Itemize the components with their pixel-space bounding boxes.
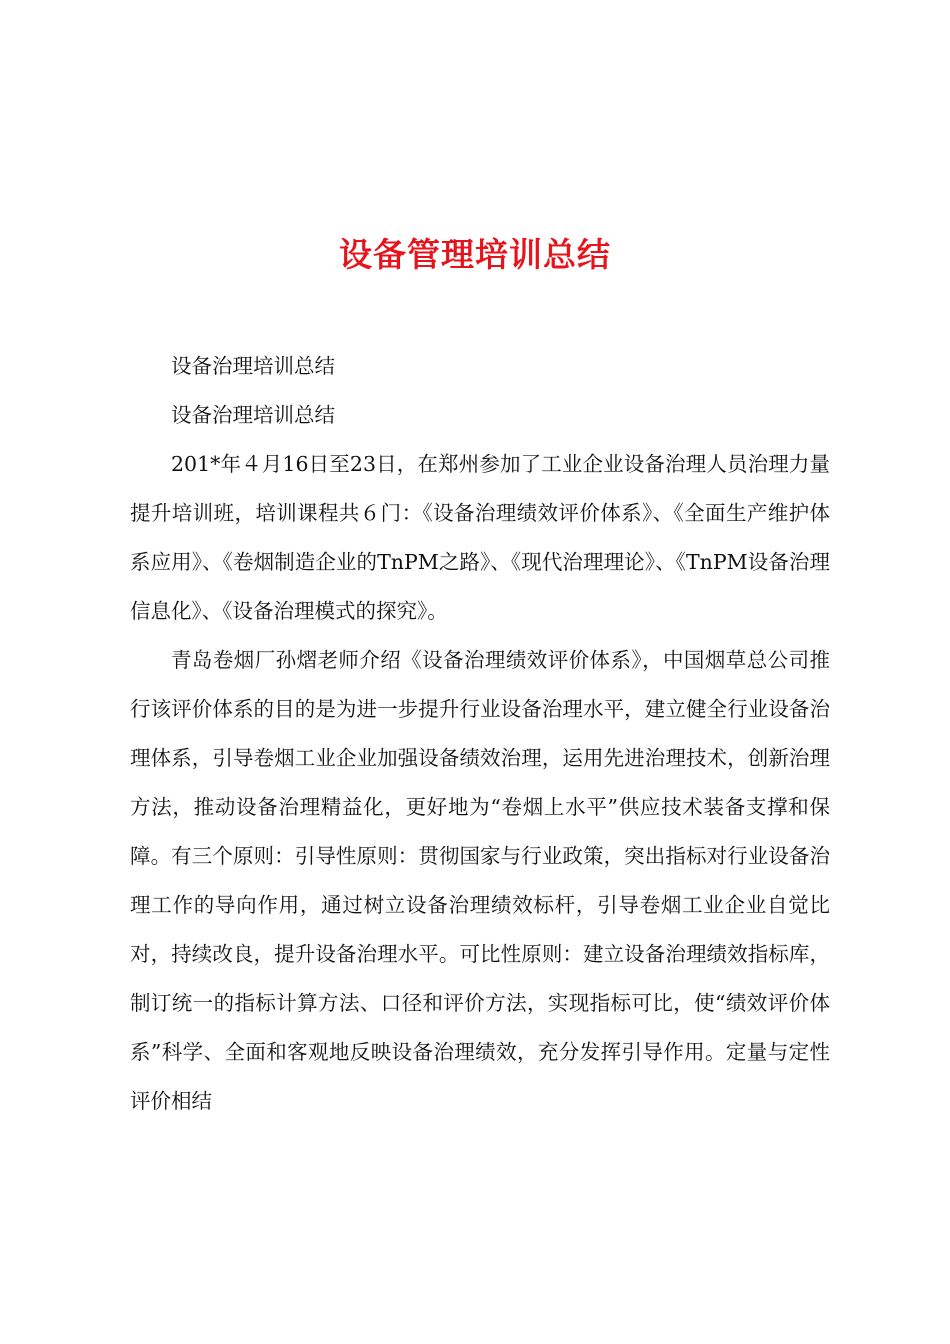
paragraph: 设备治理培训总结 (171, 403, 335, 427)
document-body (130, 342, 830, 1126)
paragraph: 201*年４月16日至23日，在郑州参加了工业企业设备治理人员治理力量提升培训班，培训课程共６门：《设备治理绩效评价体系》、《全面生产维护体系应用》、《卷烟制造企业的TnPM之路》、《现代治理理论》、《TnPM设备治理信息化》、《设备治理模式的探究》。 (130, 452, 830, 623)
document-title: 设备管理培训总结 (339, 235, 611, 275)
paragraph: 设备治理培训总结 (171, 354, 335, 378)
paragraph: 青岛卷烟厂孙熠老师介绍《设备治理绩效评价体系》，中国烟草总公司推行该评价体系的目的是为进一步提升行业设备治理水平，建立健全行业设备治理体系，引导卷烟工业企业加强设备绩效治理，运用先进治理技术，创新治理方法，推动设备治理精益化，更好地为“卷烟上水平”供应技术装备支撑和保障。有三个原则：引导性原则：贯彻国家与行业政策，突出指标对行业设备治理工作的导向作用，通过树立设备治理绩效标杆，引导卷烟工业企业自觉比对，持续改良，提升设备治理水平。可比性原则：建立设备治理绩效指标库，制订统一的指标计算方法、口径和评价方法，实现指标可比，使“绩效评价体系”科学、全面和客观地反映设备治理绩效，充分发挥引导作用。定量与定性评价相结 (130, 648, 830, 1113)
